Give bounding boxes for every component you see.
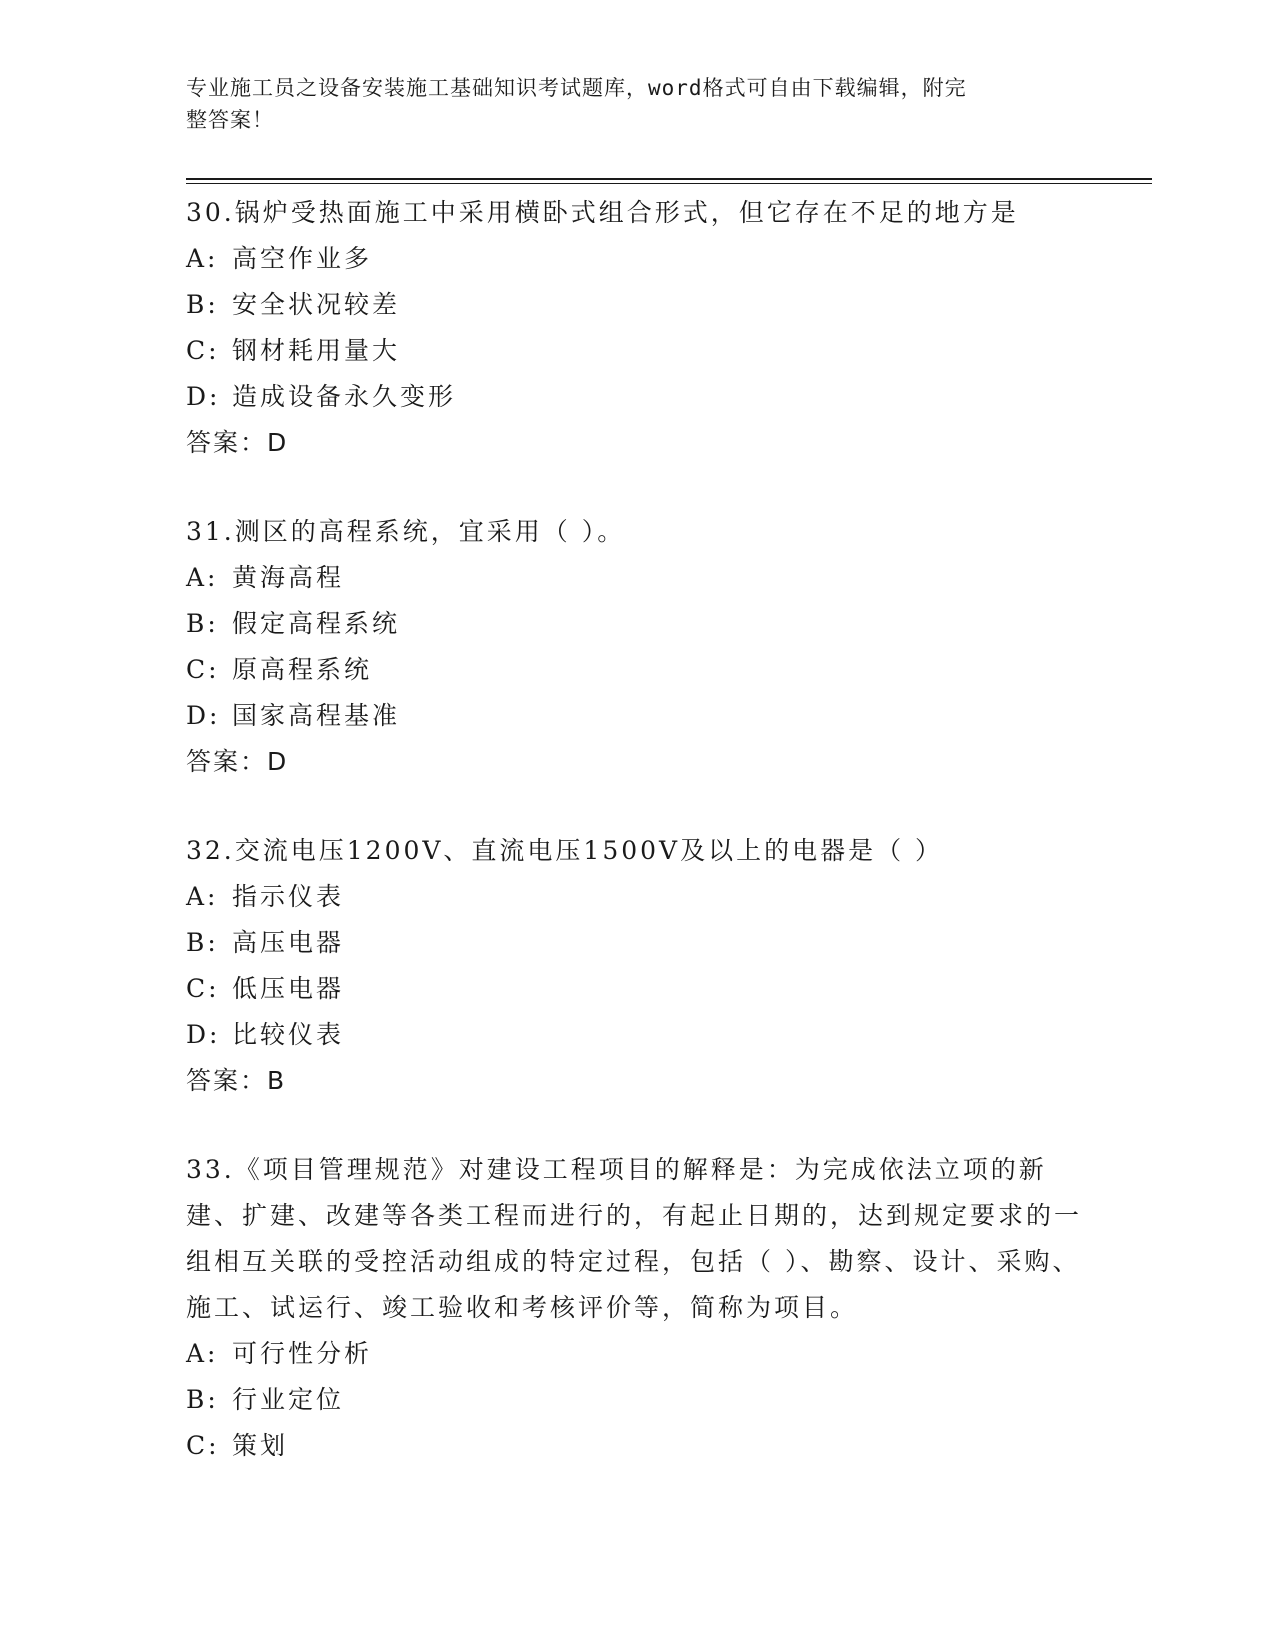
header-divider-thick <box>186 178 1152 180</box>
option-a <box>186 874 1086 920</box>
question-stem: 33.《项目管理规范》对建设工程项目的解释是：为完成依法立项的新建、扩建、改建等各类工程而进行的，有起止日期的，达到规定要求的一组相互关联的受控活动组成的特定过程，包括（ ）、勘察、设计、采购、施工、试运行、竣工验收和考核评价等，简称为项目。 <box>186 1155 1083 1322</box>
option-text: 指示仪表 <box>232 882 345 911</box>
option-c <box>186 647 1086 693</box>
option-text: 安全状况较差 <box>232 290 401 319</box>
option-text: 假定高程系统 <box>232 609 401 638</box>
question-list <box>186 190 1086 1512</box>
answer-line: 答案：D <box>186 747 289 776</box>
option-b <box>186 920 1086 966</box>
option-d <box>186 693 1086 739</box>
option-b <box>186 1377 1086 1423</box>
option-c <box>186 966 1086 1012</box>
option-letter: D: <box>186 701 221 730</box>
option-letter: D: <box>186 382 221 411</box>
option-letter: B: <box>186 928 219 957</box>
option-letter: A: <box>186 244 219 273</box>
option-letter: A: <box>186 1339 219 1368</box>
option-text: 低压电器 <box>232 974 345 1003</box>
option-text: 高压电器 <box>232 928 345 957</box>
option-text: 行业定位 <box>232 1385 345 1414</box>
question-30 <box>186 190 1086 466</box>
option-a <box>186 236 1086 282</box>
option-c <box>186 1423 1086 1469</box>
option-letter: A: <box>186 563 219 592</box>
option-b <box>186 282 1086 328</box>
question-stem: 31.测区的高程系统，宜采用（ ）。 <box>186 517 626 546</box>
option-b <box>186 601 1086 647</box>
answer-line: 答案：B <box>186 1066 287 1095</box>
option-letter: C: <box>186 974 220 1003</box>
option-letter: D: <box>186 1020 221 1049</box>
answer-line: 答案：D <box>186 428 289 457</box>
question-stem: 32.交流电压1200V、直流电压1500V及以上的电器是（ ） <box>186 836 944 865</box>
option-text: 可行性分析 <box>232 1339 373 1368</box>
option-a <box>186 1331 1086 1377</box>
option-text: 高空作业多 <box>232 244 373 273</box>
question-31 <box>186 509 1086 785</box>
document-header: 专业施工员之设备安装施工基础知识考试题库，word格式可自由下载编辑，附完 整答案！ <box>186 76 967 132</box>
option-letter: C: <box>186 655 220 684</box>
option-letter: B: <box>186 1385 219 1414</box>
option-d <box>186 1012 1086 1058</box>
question-33 <box>186 1147 1086 1469</box>
option-text: 造成设备永久变形 <box>232 382 457 411</box>
option-text: 钢材耗用量大 <box>232 336 401 365</box>
option-text: 国家高程基准 <box>232 701 401 730</box>
option-text: 黄海高程 <box>232 563 345 592</box>
option-text: 原高程系统 <box>232 655 373 684</box>
option-letter: B: <box>186 290 219 319</box>
option-d <box>186 374 1086 420</box>
option-letter: B: <box>186 609 219 638</box>
option-text: 比较仪表 <box>232 1020 345 1049</box>
question-stem: 30.锅炉受热面施工中采用横卧式组合形式，但它存在不足的地方是 <box>186 198 1019 227</box>
option-c <box>186 328 1086 374</box>
option-text: 策划 <box>232 1431 289 1460</box>
header-divider-thin <box>186 183 1152 184</box>
question-32 <box>186 828 1086 1104</box>
option-letter: C: <box>186 336 220 365</box>
option-letter: C: <box>186 1431 220 1460</box>
option-letter: A: <box>186 882 219 911</box>
option-a <box>186 555 1086 601</box>
